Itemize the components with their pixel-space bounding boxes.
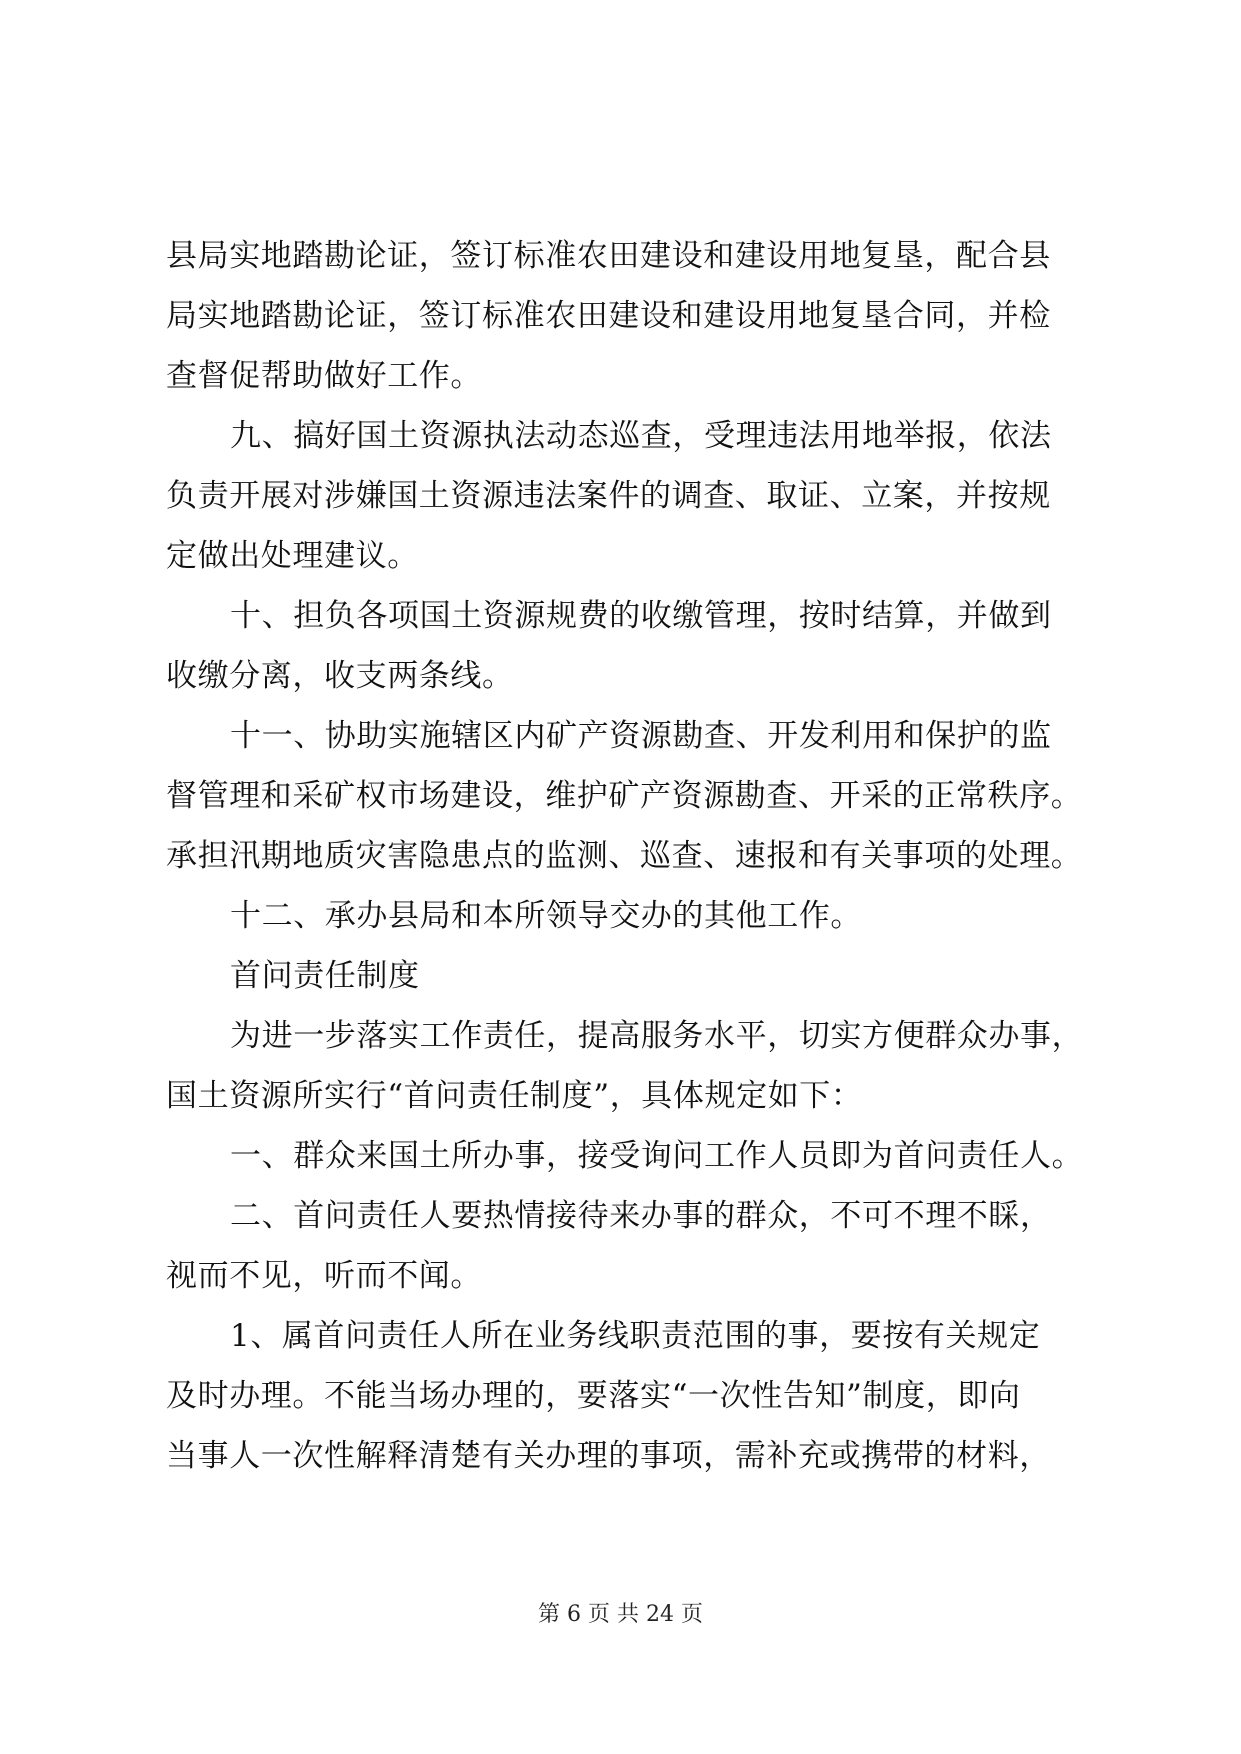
subrule-1-line-2: 及时办理。不能当场办理的，要落实“一次性告知”制度，即向 [166,1378,1021,1414]
rule-1-line: 一、群众来国土所办事，接受询问工作人员即为首问责任人。 [230,1138,1084,1174]
page-number: 第 6 页 共 24 页 [538,1602,703,1627]
text-line-1: 县局实地踏勘论证，签订标准农田建设和建设用地复垦，配合县 [166,238,1051,274]
paragraph-10-line-1: 十、担负各项国土资源规费的收缴管理，按时结算，并做到 [230,598,1052,634]
section-heading: 首问责任制度 [230,958,420,994]
paragraph-10-line-2: 收缴分离，收支两条线。 [166,658,514,694]
rule-2-line-2: 视而不见，听而不闻。 [166,1258,482,1294]
paragraph-11-line-3: 承担汛期地质灾害隐患点的监测、巡查、速报和有关事项的处理。 [166,838,1083,874]
subrule-1-line-1: 1、属首问责任人所在业务线职责范围的事，要按有关规定 [230,1318,1041,1354]
paragraph-9-line-1: 九、搞好国土资源执法动态巡查，受理违法用地举报，依法 [230,418,1052,454]
paragraph-11-line-2: 督管理和采矿权市场建设，维护矿产资源勘查、开采的正常秩序。 [166,778,1083,814]
text-line-3: 查督促帮助做好工作。 [166,358,482,394]
paragraph-12-line: 十二、承办县局和本所领导交办的其他工作。 [230,898,862,934]
intro-line-2: 国土资源所实行“首问责任制度”，具体规定如下： [166,1078,863,1114]
intro-line-1: 为进一步落实工作责任，提高服务水平，切实方便群众办事， [230,1018,1084,1054]
paragraph-11-line-1: 十一、协助实施辖区内矿产资源勘查、开发利用和保护的监 [230,718,1052,754]
rule-2-line-1: 二、首问责任人要热情接待来办事的群众，不可不理不睬， [230,1198,1052,1234]
paragraph-9-line-3: 定做出处理建议。 [166,538,419,574]
paragraph-9-line-2: 负责开展对涉嫌国土资源违法案件的调查、取证、立案，并按规 [166,478,1051,514]
subrule-1-line-3: 当事人一次性解释清楚有关办理的事项，需补充或携带的材料， [166,1438,1051,1474]
text-line-2: 局实地踏勘论证，签订标准农田建设和建设用地复垦合同，并检 [166,298,1051,334]
